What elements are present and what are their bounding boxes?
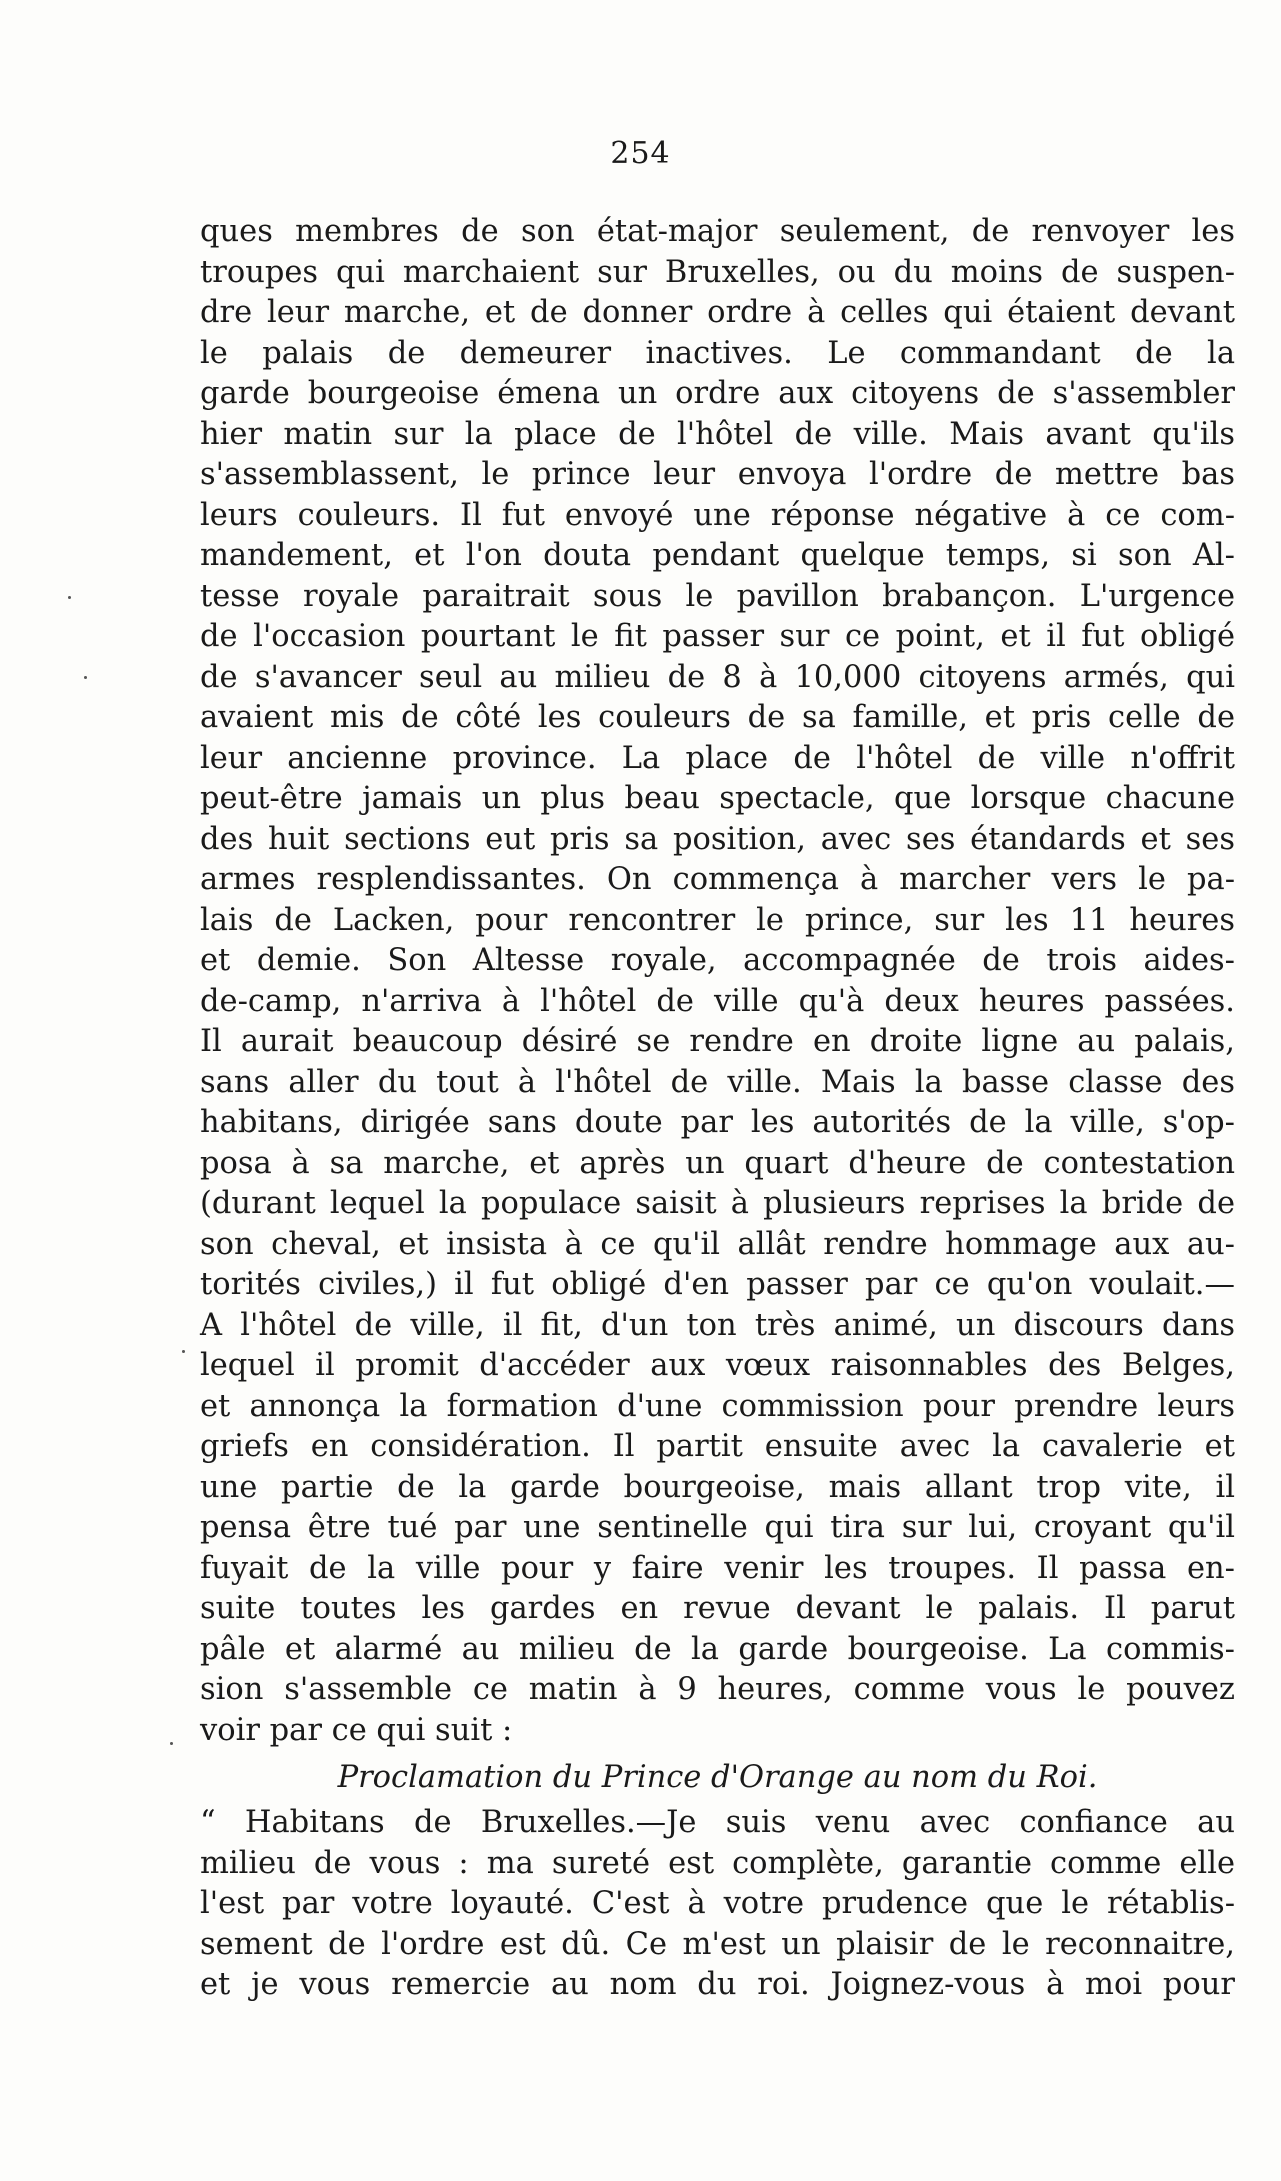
- text-line: tesse royale paraitrait sous le pavillon brabançon. L'urgence: [200, 578, 1235, 614]
- text-line: et demie. Son Altesse royale, accompagnée de trois aides-: [200, 943, 1235, 978]
- text-line: garde bourgeoise émena un ordre aux citoyens de s'assembler: [200, 376, 1235, 411]
- text-line: milieu de vous : ma sureté est complète, garantie comme elle: [200, 1845, 1235, 1881]
- text-line: fuyait de la ville pour y faire venir les troupes. Il passa en-: [200, 1550, 1235, 1586]
- text-line: s'assemblassent, le prince leur envoya l'ordre de mettre bas: [200, 457, 1235, 492]
- text-line: suite toutes les gardes en revue devant le palais. Il parut: [200, 1591, 1235, 1626]
- text-line: et je vous remercie au nom du roi. Joignez-vous à moi pour: [200, 1967, 1235, 2002]
- text-line: ques membres de son état-major seulement, de renvoyer les: [200, 214, 1235, 249]
- text-line: le palais de demeurer inactives. Le commandant de la: [200, 335, 1235, 371]
- ink-speck: [84, 676, 87, 679]
- ink-speck: [182, 1350, 185, 1353]
- text-line: dre leur marche, et de donner ordre à celles qui étaient devant: [200, 295, 1235, 330]
- text-line: lequel il promit d'accéder aux vœux raisonnables des Belges,: [200, 1348, 1235, 1383]
- text-line: voir par ce qui suit :: [200, 1712, 513, 1748]
- ink-speck: [68, 596, 71, 599]
- text-line: mandement, et l'on douta pendant quelque temps, si son Al-: [200, 538, 1235, 573]
- text-line: sion s'assemble ce matin à 9 heures, comme vous le pouvez: [200, 1672, 1235, 1707]
- text-line: (durant lequel la populace saisit à plusieurs reprises la bride de: [200, 1186, 1235, 1221]
- text-line: torités civiles,) il fut obligé d'en passer par ce qu'on voulait.—: [200, 1267, 1235, 1302]
- text-line: sement de l'ordre est dû. Ce m'est un plaisir de le reconnaitre,: [200, 1926, 1235, 1962]
- page-text: [200, 212, 1235, 2006]
- proclamation-heading: Proclamation du Prince d'Orange au nom du Roi.: [337, 1760, 1098, 1795]
- ink-speck: [170, 1742, 173, 1745]
- text-line: griefs en considération. Il partit ensuite avec la cavalerie et: [200, 1429, 1235, 1464]
- text-line: pensa être tué par une sentinelle qui tira sur lui, croyant qu'il: [200, 1510, 1235, 1545]
- text-line: de-camp, n'arriva à l'hôtel de ville qu'à deux heures passées.: [200, 983, 1235, 1019]
- text-line: et annonça la formation d'une commission pour prendre leurs: [200, 1388, 1235, 1424]
- text-line: habitans, dirigée sans doute par les autorités de la ville, s'op-: [200, 1105, 1235, 1140]
- text-line: son cheval, et insista à ce qu'il allât rendre hommage aux au-: [200, 1226, 1235, 1262]
- text-line: peut-être jamais un plus beau spectacle, que lorsque chacune: [200, 781, 1235, 816]
- text-line: hier matin sur la place de l'hôtel de ville. Mais avant qu'ils: [200, 416, 1235, 452]
- text-line: leurs couleurs. Il fut envoyé une réponse négative à ce com-: [200, 497, 1235, 533]
- text-line: “ Habitans de Bruxelles.—Je suis venu avec confiance au: [200, 1805, 1235, 1840]
- text-line: lais de Lacken, pour rencontrer le prince, sur les 11 heures: [200, 902, 1235, 938]
- text-line: troupes qui marchaient sur Bruxelles, ou du moins de suspen-: [200, 254, 1235, 290]
- text-line: l'est par votre loyauté. C'est à votre prudence que le rétablis-: [200, 1886, 1235, 1921]
- text-line: de l'occasion pourtant le fit passer sur ce point, et il fut obligé: [200, 619, 1235, 654]
- text-line: pâle et alarmé au milieu de la garde bourgeoise. La commis-: [200, 1631, 1235, 1667]
- text-line: posa à sa marche, et après un quart d'heure de contestation: [200, 1145, 1235, 1181]
- text-line: Il aurait beaucoup désiré se rendre en droite ligne au palais,: [200, 1024, 1235, 1059]
- text-line: avaient mis de côté les couleurs de sa famille, et pris celle de: [200, 700, 1235, 735]
- page-number: 254: [610, 136, 671, 171]
- text-line: armes resplendissantes. On commença à marcher vers le pa-: [200, 862, 1235, 897]
- text-line: sans aller du tout à l'hôtel de ville. Mais la basse classe des: [200, 1064, 1235, 1100]
- text-line: des huit sections eut pris sa position, avec ses étandards et ses: [200, 821, 1235, 857]
- body-paragraph: [200, 212, 1235, 1751]
- text-line: A l'hôtel de ville, il fit, d'un ton très animé, un discours dans: [200, 1307, 1235, 1343]
- text-line: leur ancienne province. La place de l'hôtel de ville n'offrit: [200, 740, 1235, 776]
- text-line: de s'avancer seul au milieu de 8 à 10,000 citoyens armés, qui: [200, 659, 1235, 695]
- text-line: une partie de la garde bourgeoise, mais allant trop vite, il: [200, 1469, 1235, 1505]
- proclamation-paragraph: [200, 1803, 1235, 2006]
